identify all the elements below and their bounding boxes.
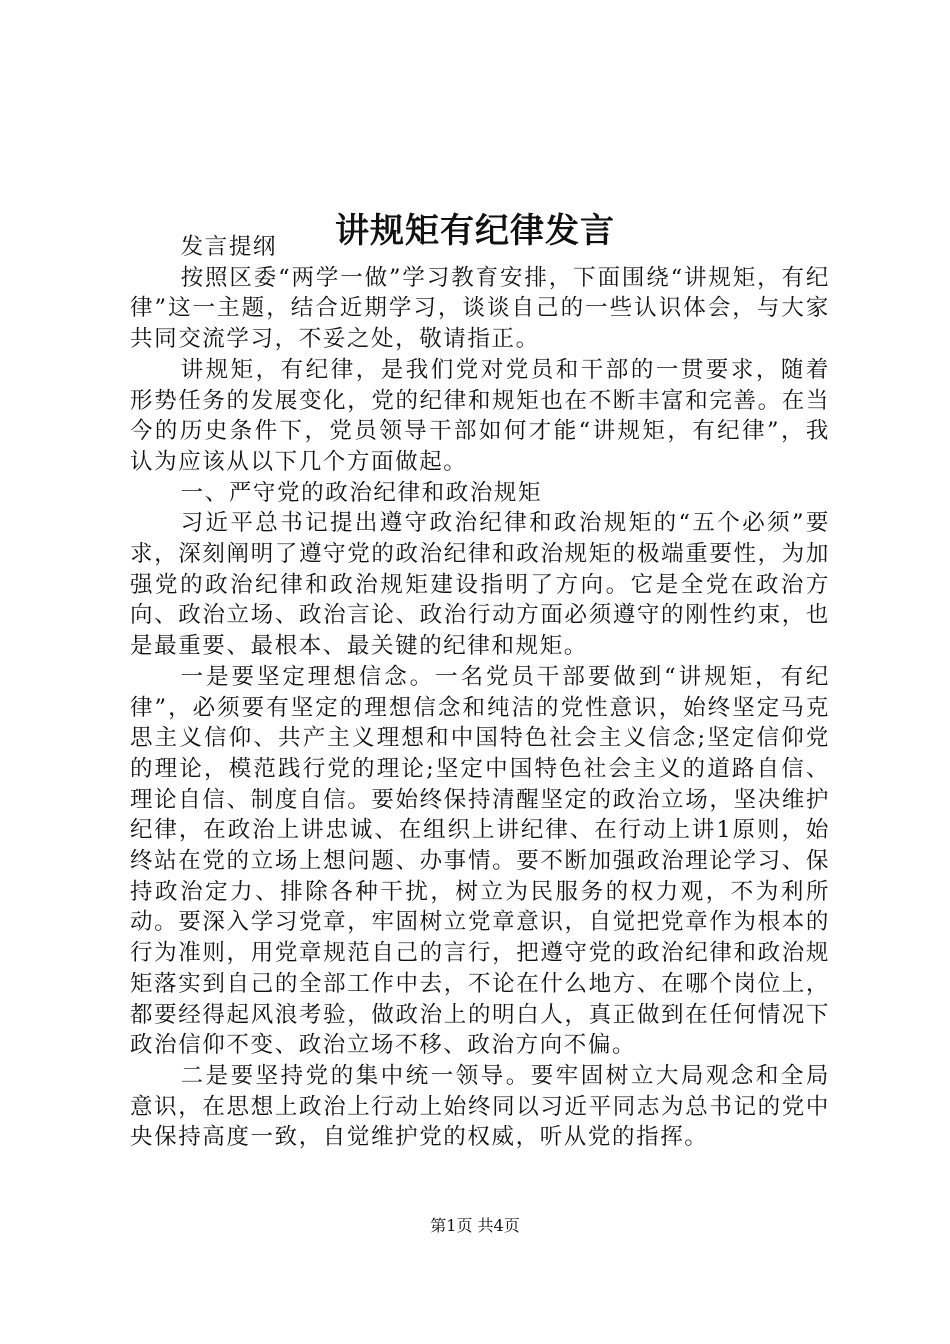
paragraph-five-musts: 习近平总书记提出遵守政治纪律和政治规矩的“五个必须”要求，深刻阐明了遵守党的政治纪律和政治规矩的极端重要性，为加强党的政治纪律和政治规矩建设指明了方向。它是全党在政治方向、政治立场、政治言论、政治行动方面必须遵守的刚性约束，也是最重要、最根本、最关键的纪律和规矩。 <box>130 510 830 660</box>
paragraph-intro: 按照区委“两学一做”学习教育安排，下面围绕“讲规矩，有纪律”这一主题，结合近期学习，谈谈自己的一些认识体会，与大家共同交流学习，不妥之处，敬请指正。 <box>130 264 830 353</box>
paragraph-ideals: 一是要坚定理想信念。一名党员干部要做到“讲规矩，有纪律”，必须要有坚定的理想信念和纯洁的党性意识，始终坚定马克思主义信仰、共产主义理想和中国特色社会主义信念;坚定信仰党的理论，模范践行党的理论;坚定中国特色社会主义的道路自信、理论自信、制度自信。要始终保持清醒坚定的政治立场，坚决维护纪律，在政治上讲忠诚、在组织上讲纪律、在行动上讲1原则，始终站在党的立场上想问题、办事情。要不断加强政治理论学习、保持政治定力、排除各种干扰，树立为民服务的权力观，不为利所动。要深入学习党章，牢固树立党章意识，自觉把党章作为根本的行为准则，用党章规范自己的言行，把遵守党的政治纪律和政治规矩落实到自己的全部工作中去，不论在什么地方、在哪个岗位上，都要经得起风浪考验，做政治上的明白人，真正做到在任何情况下政治信仰不变、政治立场不移、政治方向不偏。 <box>130 663 830 1059</box>
page-footer: 第1页 共4页 <box>430 1216 520 1235</box>
paragraph-requirements: 讲规矩，有纪律，是我们党对党员和干部的一贯要求，随着形势任务的发展变化，党的纪律和规矩也在不断丰富和完善。在当今的历史条件下，党员领导干部如何才能“讲规矩，有纪律”，我认为应该从以下几个方面做起。 <box>130 356 830 475</box>
paragraph-leadership: 二是要坚持党的集中统一领导。要牢固树立大局观念和全局意识，在思想上政治上行动上始终同以习近平同志为总书记的党中央保持高度一致，自觉维护党的权威，听从党的指挥。 <box>130 1062 830 1151</box>
document-body <box>130 232 830 1153</box>
section-heading-1: 一、严守党的政治纪律和政治规矩 <box>180 479 543 506</box>
document-title: 讲规矩有纪律发言 <box>335 210 615 251</box>
paragraph-outline-label: 发言提纲 <box>180 234 278 260</box>
